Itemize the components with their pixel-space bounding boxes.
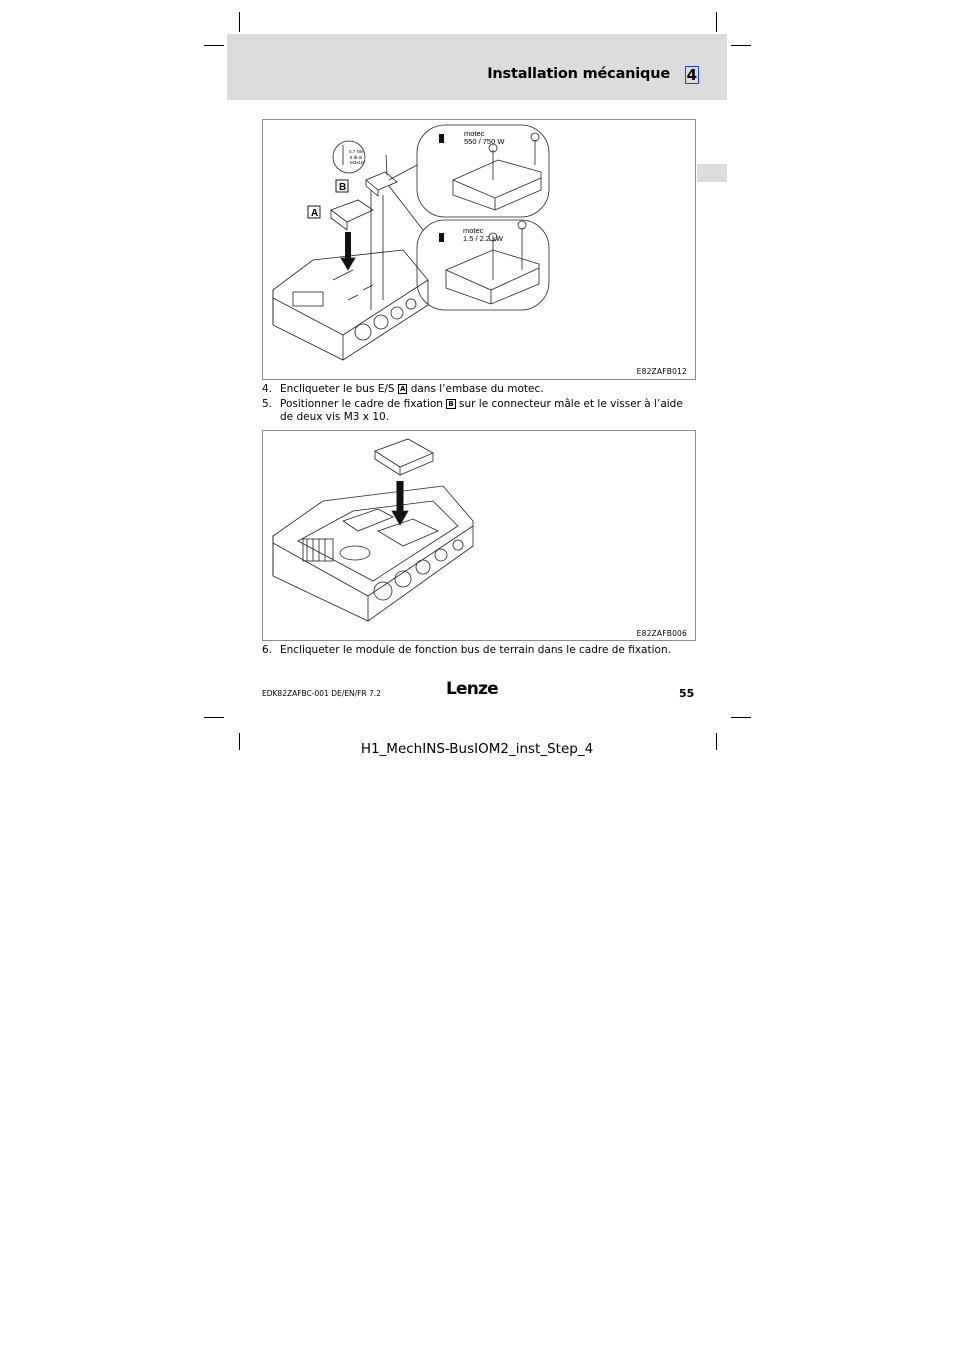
crop-mark [204, 717, 224, 718]
step-number: 6. [262, 644, 273, 656]
figure-2-illustration [263, 431, 695, 640]
crop-mark [204, 45, 224, 46]
torque-nm: 0,7 Nm [349, 149, 364, 154]
step-number: 5. [262, 398, 273, 410]
crop-mark [716, 12, 717, 32]
crop-mark [731, 45, 751, 46]
label-b: B [339, 182, 347, 193]
lenze-logo: Lenze [446, 679, 498, 699]
figure-1 [262, 119, 696, 380]
document-reference: EDK82ZAFBC-001 DE/EN/FR 7.2 [262, 689, 381, 698]
step-text: Positionner le cadre de fixation B sur le connecteur mâle et le visser à l’aide de deux vis M3 x 10. [280, 398, 683, 423]
crop-mark [731, 717, 751, 718]
crop-mark [239, 12, 240, 32]
label-a: A [311, 208, 319, 219]
figure-2-code: E82ZAFB006 [636, 629, 687, 638]
figure-1-illustration [263, 120, 695, 379]
torque-screw: M3x10 [350, 160, 364, 165]
variant1-name: motec [464, 129, 485, 138]
figure-1-code: E82ZAFB012 [636, 367, 687, 376]
ref-b: B [448, 400, 454, 408]
side-tab-marker [697, 164, 727, 182]
variant2-name: motec [463, 226, 484, 235]
step-4 [262, 383, 694, 397]
ref-a: A [399, 385, 406, 393]
section-title: Installation mécanique [487, 66, 670, 82]
step-text: Encliqueter le module de fonction bus de terrain dans le cadre de fixation. [280, 644, 671, 656]
step-number: 4. [262, 383, 273, 395]
page-number: 55 [679, 687, 695, 700]
variant1-power: 550 / 750 W [464, 137, 505, 146]
image-caption: H1_MechINS-BusIOM2_inst_Step_4 [360, 741, 594, 757]
page-header [227, 34, 727, 100]
figure-2 [262, 430, 696, 641]
step-5 [262, 398, 694, 426]
step-text: Encliqueter le bus E/S A dans l’embase du motec. [280, 383, 544, 395]
step-6 [262, 644, 694, 658]
chapter-number: 4 [686, 66, 697, 84]
variant2-power: 1.5 / 2.2 kW [463, 234, 504, 243]
torque-lbin: 6 lb-in [350, 155, 363, 160]
